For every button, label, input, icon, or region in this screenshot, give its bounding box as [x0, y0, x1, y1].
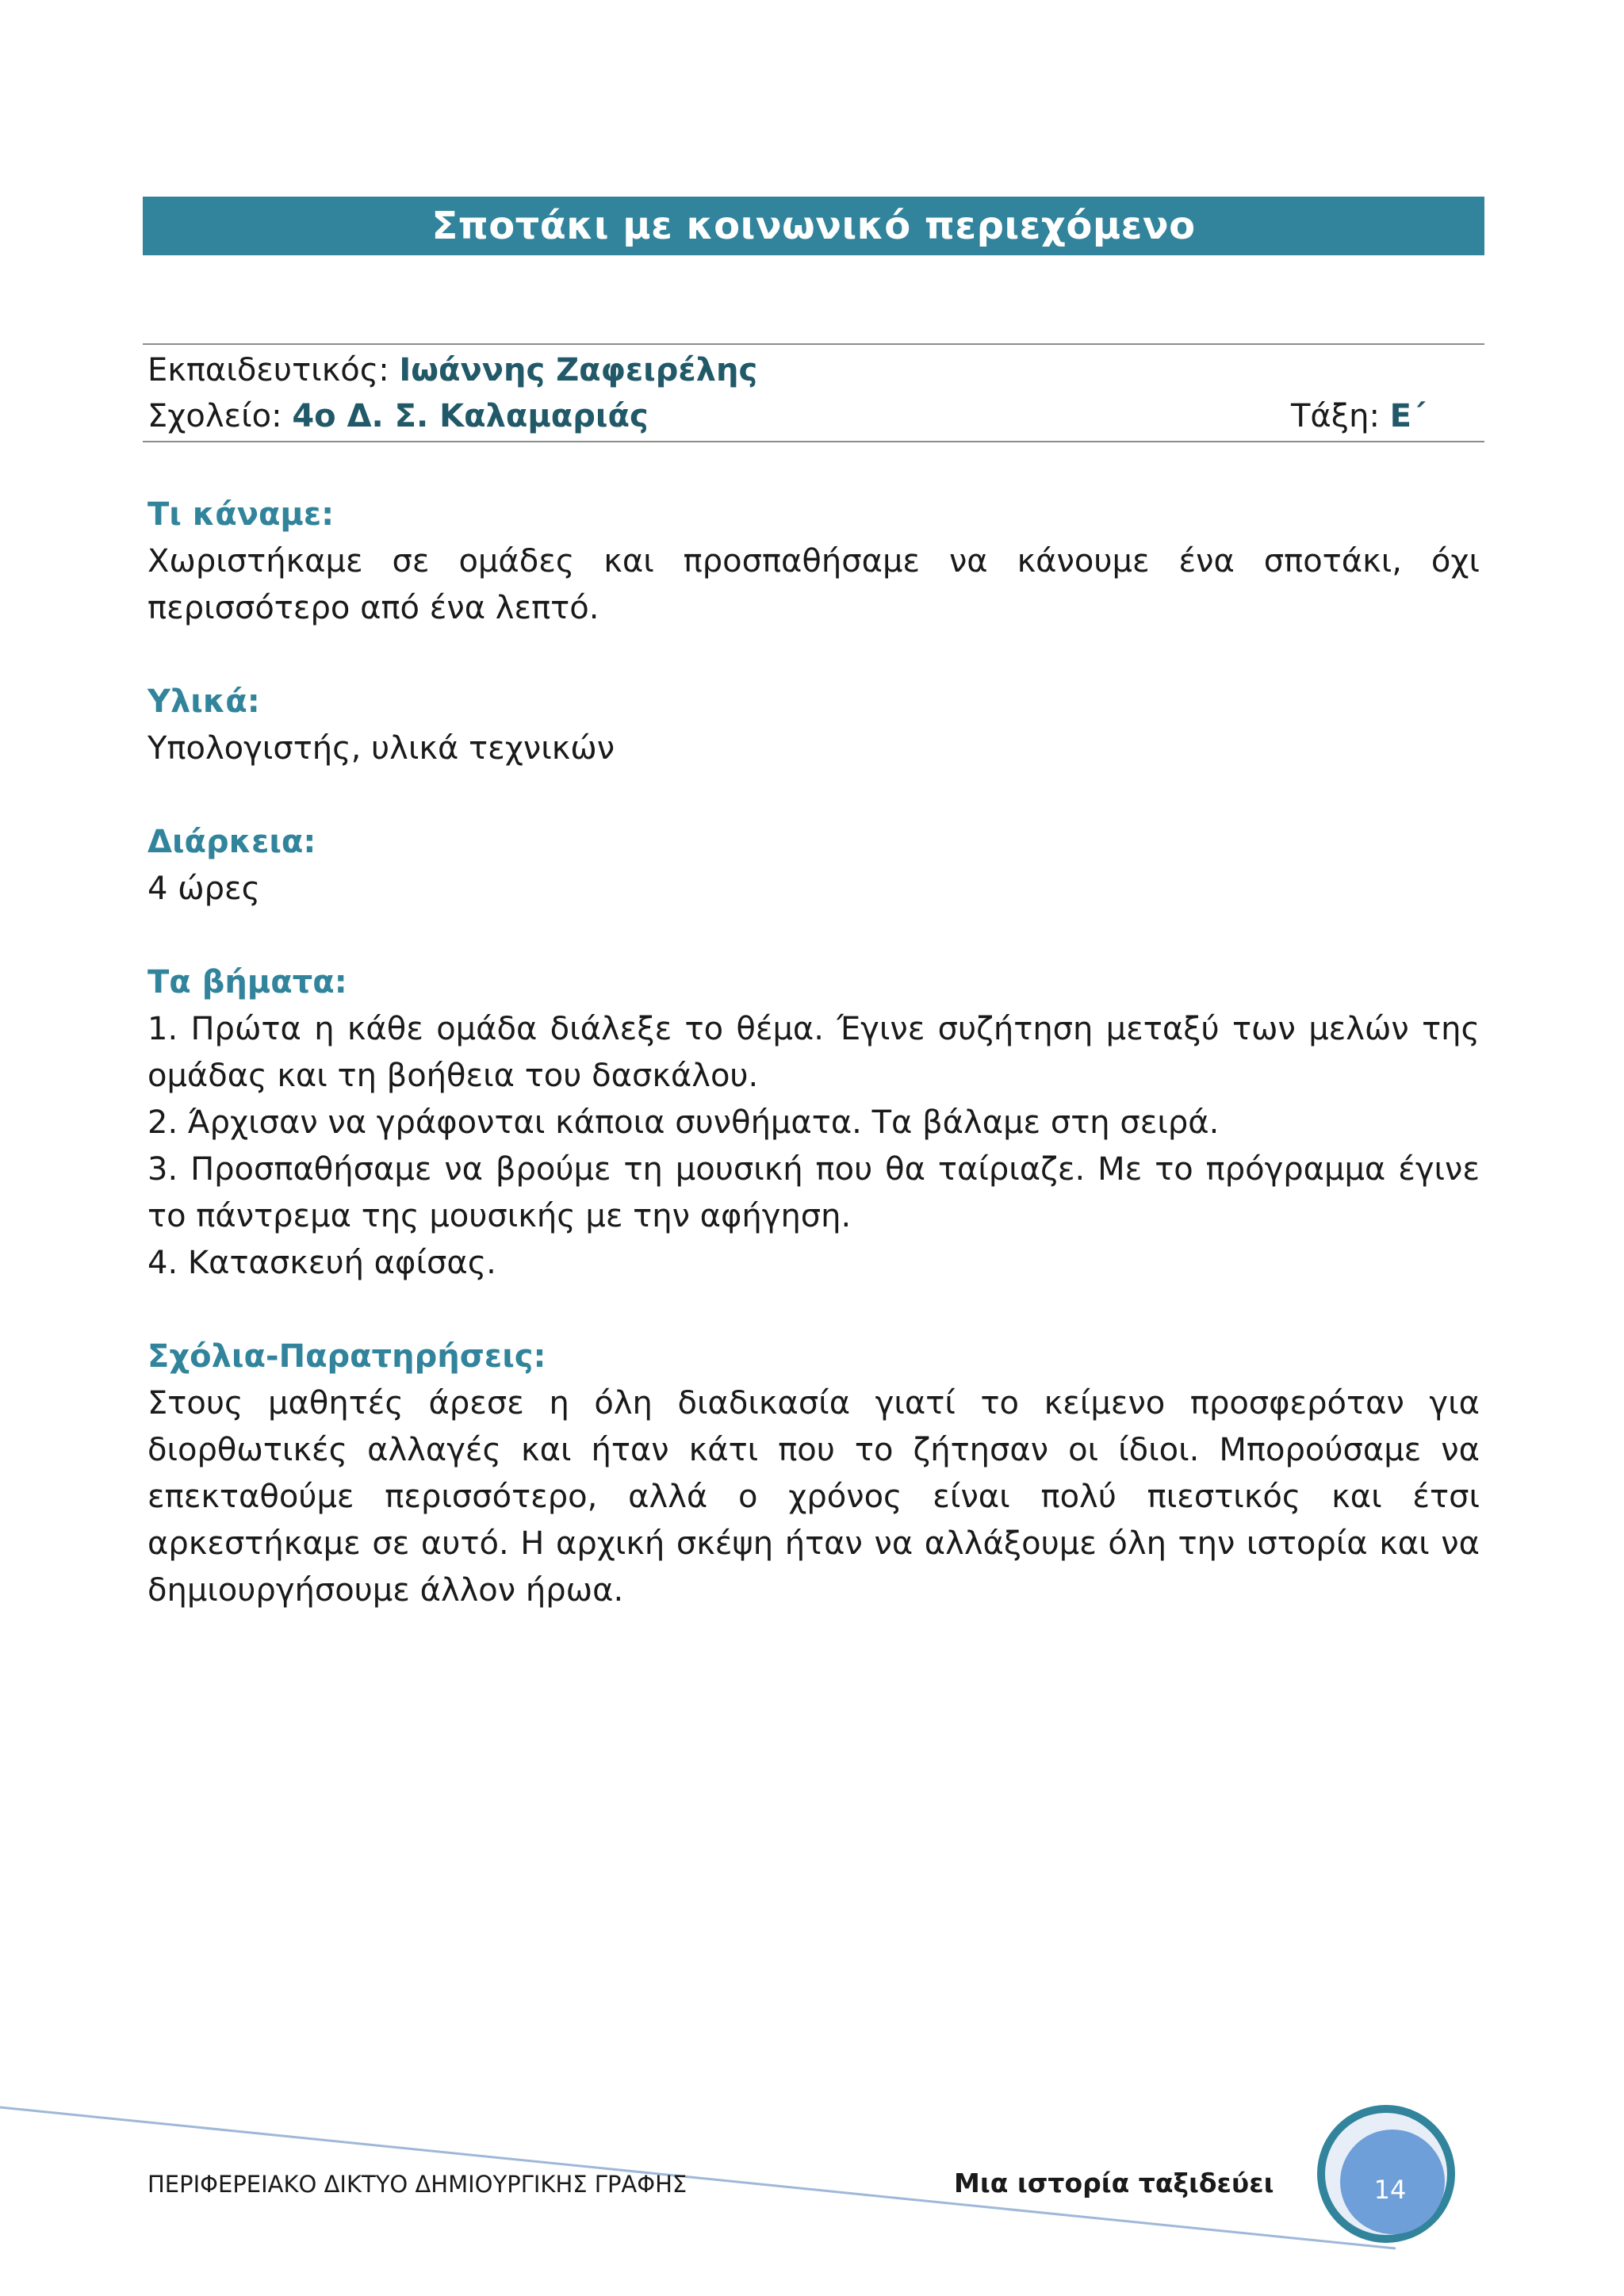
step-item: 4. Κατασκευή αφίσας.	[147, 1245, 496, 1281]
section-text: 4 ώρες	[147, 871, 261, 907]
teacher-value: Ιωάννης Ζαφειρέλης	[399, 352, 758, 388]
section-materials	[147, 679, 1480, 772]
teacher-label: Εκπαιδευτικός:	[147, 352, 400, 388]
page-title: Σποτάκι με κοινωνικό περιεχόμενο	[431, 204, 1196, 248]
section-text: Χωριστήκαμε σε ομάδες και προσπαθήσαμε να κάνουμε ένα σποτάκι, όχι περισσότερο από ένα λεπτό.	[147, 543, 1480, 626]
section-steps	[147, 959, 1480, 1287]
section-heading: Υλικά:	[147, 683, 260, 720]
step-item: 3. Προσπαθήσαμε να βρούμε τη μουσική που θα ταίριαζε. Με το πρόγραμμα έγινε το πάντρεμα της μουσικής με την αφήγηση.	[147, 1151, 1480, 1234]
section-heading: Τα βήματα:	[147, 964, 347, 1001]
page-number: 14	[1373, 2175, 1407, 2205]
step-item: 1. Πρώτα η κάθε ομάδα διάλεξε το θέμα. Έγινε συζήτηση μεταξύ των μελών της ομάδας και τη βοήθεια του δασκάλου.	[147, 1011, 1480, 1094]
section-comments	[147, 1334, 1480, 1614]
step-item: 2. Άρχισαν να γράφονται κάποια συνθήματα. Τα βάλαμε στη σειρά.	[147, 1104, 1220, 1141]
school-label: Σχολείο:	[147, 398, 293, 434]
title-bar	[143, 197, 1484, 255]
footer-book-title: Μια ιστορία ταξιδεύει	[954, 2168, 1274, 2198]
school-line	[147, 394, 649, 438]
class-label: Τάξη:	[1291, 398, 1390, 434]
section-heading: Διάρκεια:	[147, 824, 316, 860]
info-block	[143, 343, 1484, 442]
section-text: Στους μαθητές άρεσε η όλη διαδικασία γιατί το κείμενο προσφερόταν για διορθωτικές αλλαγές και ήταν κάτι που το ζήτησαν οι ίδιοι. Μπορούσαμε να επεκταθούμε περισσότερο, αλλά ο χρόνος είναι πολύ πιεστικός και έτσι αρκεστήκαμε σε αυτό. Η αρχική σκέψη ήταν να αλλάξουμε όλη την ιστορία και να δημιουργήσουμε άλλον ήρωα.	[147, 1385, 1480, 1609]
footer-network-name: ΠΕΡΙΦΕΡΕΙΑΚΟ ΔΙΚΤΥΟ ΔΗΜΙΟΥΡΓΙΚΗΣ ΓΡΑΦΗΣ	[147, 2171, 688, 2198]
section-text: Υπολογιστής, υλικά τεχνικών	[147, 730, 615, 767]
class-line	[1291, 394, 1426, 438]
section-duration	[147, 819, 1480, 913]
content	[147, 492, 1480, 1661]
section-what	[147, 492, 1480, 632]
school-value: 4ο Δ. Σ. Καλαμαριάς	[292, 398, 649, 434]
section-heading: Σχόλια-Παρατηρήσεις:	[147, 1338, 546, 1375]
class-value: Ε΄	[1389, 398, 1426, 434]
section-heading: Τι κάναμε:	[147, 496, 335, 533]
teacher-line	[147, 348, 757, 392]
